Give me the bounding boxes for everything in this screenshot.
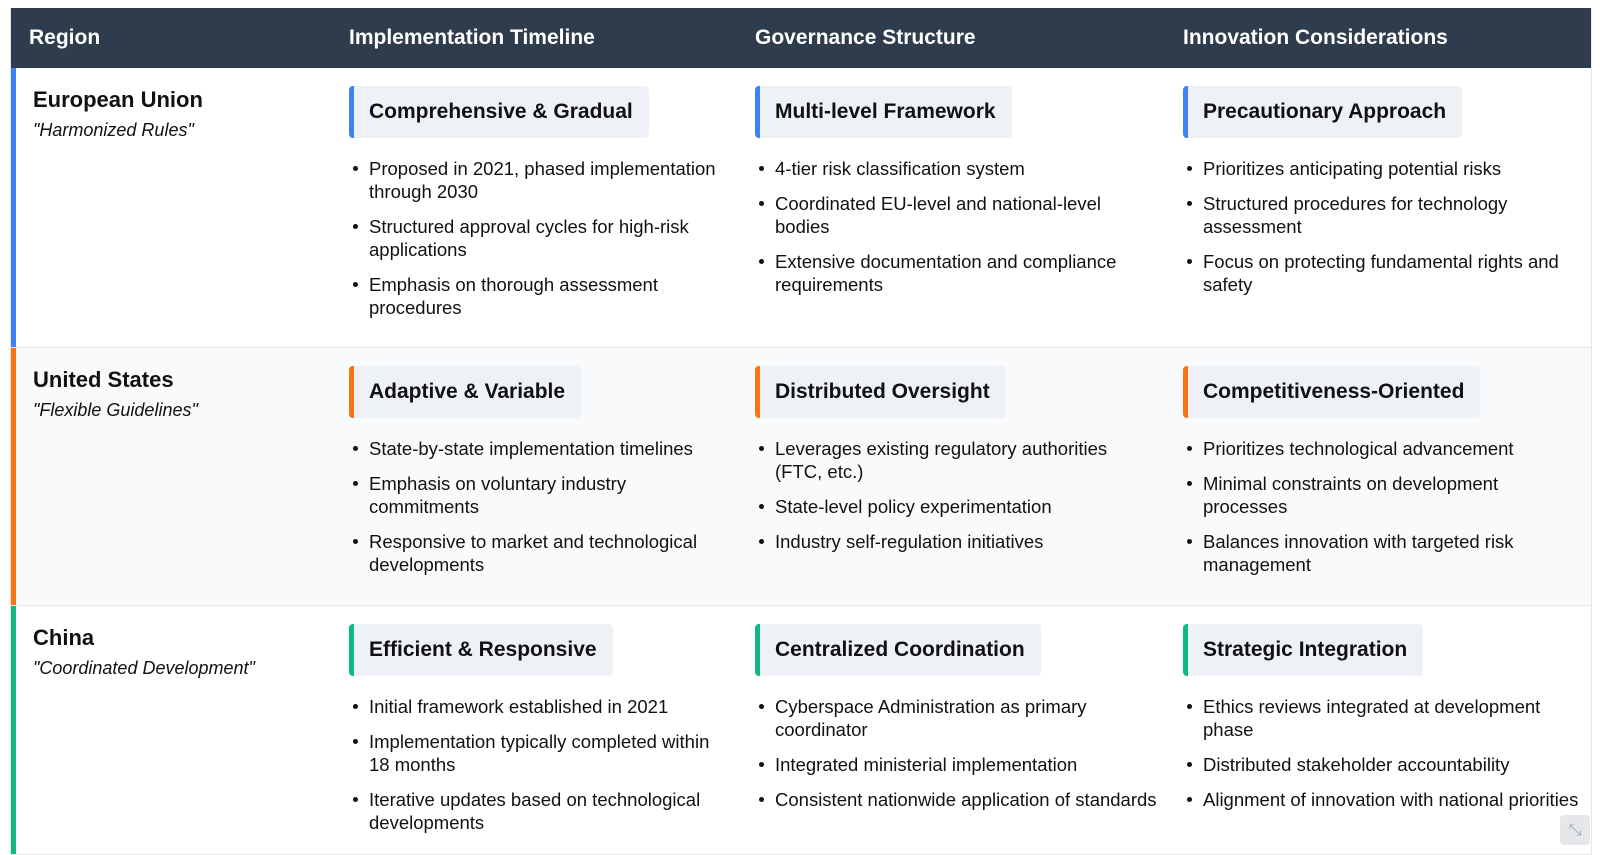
pill-label: Distributed Oversight [775,380,990,403]
region-tagline: "Coordinated Development" [33,658,255,678]
pill-accent-bar [1183,366,1188,418]
pill-accent-bar [755,86,760,138]
row-accent-bar [11,68,16,347]
table-row-china [11,606,1591,855]
pill-accent-bar [349,366,354,418]
innovation-title [1183,86,1462,138]
bullet-list [1183,157,1587,296]
bullet-list [349,157,737,319]
list-item: Structured procedures for technology assessment [1187,192,1581,238]
row-accent-bar [11,606,16,854]
region-name: United States [33,367,174,392]
pill-label: Adaptive & Variable [369,380,566,403]
innovation-title [1183,624,1423,676]
pill-accent-bar [349,624,354,676]
region-cell [11,606,331,854]
innovation-cell [1171,68,1592,347]
list-item: Industry self-regulation initiatives [759,530,1159,553]
bullet-list [349,437,737,576]
list-item: Minimal constraints on development processes [1187,472,1581,518]
header-innovation-considerations: Innovation Considerations [1183,26,1448,49]
timeline-cell [331,606,743,854]
list-item: Leverages existing regulatory authorities (FTC, etc.) [759,437,1159,483]
region-cell [11,348,331,605]
pill-accent-bar [755,624,760,676]
list-item: Coordinated EU-level and national-level bodies [759,192,1159,238]
header-region: Region [29,26,101,49]
collapse-icon[interactable] [1560,815,1590,845]
governance-cell [743,606,1171,854]
list-item: Distributed stakeholder accountability [1187,753,1581,776]
innovation-cell [1171,606,1592,854]
list-item: Prioritizes technological advancement [1187,437,1581,460]
bullet-list [755,437,1165,553]
timeline-title [349,86,649,138]
row-accent-bar [11,348,16,605]
bullet-list [755,695,1165,811]
list-item: Prioritizes anticipating potential risks [1187,157,1581,180]
bullet-list [1183,437,1587,576]
list-item: Implementation typically completed within 18 months [353,730,731,776]
pill-label: Multi-level Framework [775,100,996,123]
timeline-title [349,624,613,676]
table-row-us [11,348,1591,606]
list-item: Focus on protecting fundamental rights and safety [1187,250,1581,296]
collapse-glyph: ⤡ [1568,820,1582,839]
list-item: Initial framework established in 2021 [353,695,731,718]
list-item: Consistent nationwide application of standards [759,788,1159,811]
region-tagline: "Flexible Guidelines" [33,400,198,420]
list-item: Structured approval cycles for high-risk applications [353,215,731,261]
list-item: Iterative updates based on technological developments [353,788,731,834]
governance-title [755,86,1012,138]
region-name: European Union [33,87,203,112]
governance-cell [743,68,1171,347]
list-item: State-by-state implementation timelines [353,437,731,460]
region-cell [11,68,331,347]
list-item: Ethics reviews integrated at development phase [1187,695,1581,741]
governance-title [755,366,1006,418]
region-name: China [33,625,95,650]
header-implementation-timeline: Implementation Timeline [349,26,595,49]
list-item: Extensive documentation and compliance requirements [759,250,1159,296]
pill-accent-bar [755,366,760,418]
list-item: State-level policy experimentation [759,495,1159,518]
list-item: Responsive to market and technological developments [353,530,731,576]
timeline-title [349,366,581,418]
governance-cell [743,348,1171,605]
pill-accent-bar [349,86,354,138]
list-item: Emphasis on voluntary industry commitments [353,472,731,518]
pill-label: Efficient & Responsive [369,638,597,661]
innovation-cell [1171,348,1592,605]
table-row-eu [11,68,1591,348]
bullet-list [349,695,737,834]
pill-accent-bar [1183,86,1188,138]
list-item: Balances innovation with targeted risk management [1187,530,1581,576]
pill-label: Centralized Coordination [775,638,1025,661]
pill-label: Precautionary Approach [1203,100,1447,123]
governance-title [755,624,1041,676]
pill-label: Strategic Integration [1203,638,1408,661]
header-governance-structure: Governance Structure [755,26,976,49]
list-item: Cyberspace Administration as primary coordinator [759,695,1159,741]
bullet-list [755,157,1165,296]
pill-label: Competitiveness-Oriented [1203,380,1465,403]
list-item: Integrated ministerial implementation [759,753,1159,776]
timeline-cell [331,348,743,605]
comparison-table [10,8,1592,855]
timeline-cell [331,68,743,347]
region-tagline: "Harmonized Rules" [33,120,194,140]
pill-accent-bar [1183,624,1188,676]
bullet-list [1183,695,1587,811]
pill-label: Comprehensive & Gradual [369,100,633,123]
list-item: Alignment of innovation with national priorities [1187,788,1581,811]
innovation-title [1183,366,1480,418]
list-item: Proposed in 2021, phased implementation through 2030 [353,157,731,203]
table-header [11,8,1591,68]
list-item: Emphasis on thorough assessment procedures [353,273,731,319]
list-item: 4-tier risk classification system [759,157,1159,180]
